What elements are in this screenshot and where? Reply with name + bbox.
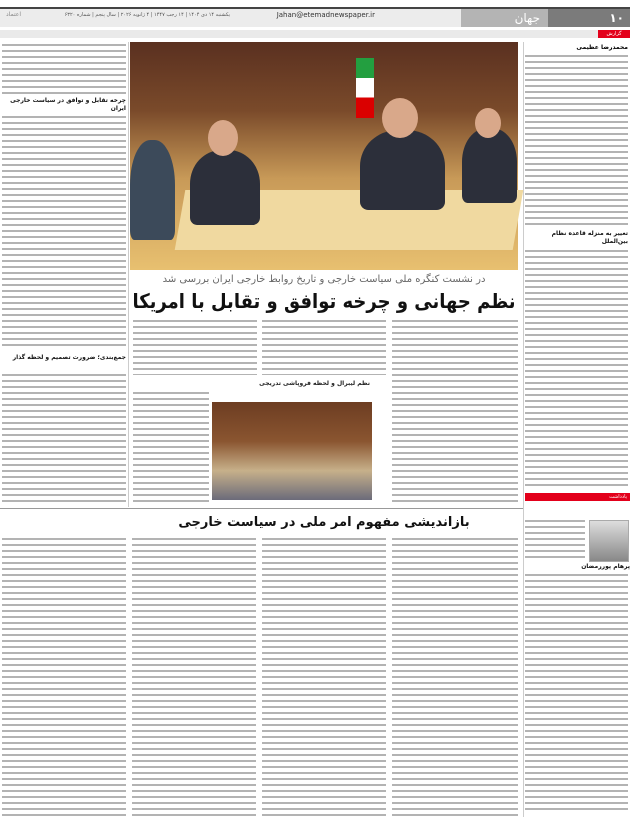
section-title: جهان [461,9,548,27]
body-text [2,116,126,348]
kicker: در نشست کنگره ملی سیاست خارجی و تاریخ روابط خارجی ایران بررسی شد [162,274,486,285]
body-text [392,538,518,816]
opinion-headline: بازاندیشی مفهوم امر ملی در سیاست خارجی [178,515,470,530]
person [208,120,238,156]
body-text [2,374,126,504]
subhead: تغییر به منزله قاعده نظام بین‌الملل [525,230,628,246]
person [462,128,517,203]
body-text [2,44,126,94]
body-text [262,320,386,375]
report-tag: گزارش [598,30,630,38]
body-text [525,55,628,225]
body-text [2,538,126,816]
column-rule [128,42,129,507]
body-text [392,320,518,505]
tag-bar [0,30,630,38]
person [360,130,445,210]
body-text [525,520,585,562]
page-number: ۱۰ [548,9,630,27]
section-email[interactable]: Jahan@etemadnewspaper.ir [276,11,375,19]
subhead: جمع‌بندی؛ ضرورت تصمیم و لحظه گذار [2,354,126,362]
body-text [262,538,386,816]
subhead: چرخه تقابل و توافق در سیاست خارجی ایران [2,97,126,113]
body-text [525,250,628,490]
issue-date: یکشنبه ۱۴ دی ۱۴۰۴ | ۱۴ رجب ۱۴۴۷ | ۴ ژانویه ۲۰۲۶ | سال پنجم | شماره ۶۳۲۰ [64,12,230,18]
conference-hall-photo [212,402,372,500]
author-photo [589,520,629,562]
newspaper-logo: اعتماد [6,11,22,18]
column-rule [523,42,524,817]
main-headline: نظم جهانی و چرخه توافق و تقابل با امریکا [132,289,516,313]
author-name: پرهام پوررمضان [581,563,630,570]
body-text [133,392,209,505]
person [130,140,175,240]
opinion-tag: یادداشت [525,493,630,501]
body-text [133,320,257,375]
subhead: نظم لیبرال و لحظه فروپاشی تدریجی [259,380,370,387]
person [475,108,501,138]
person [382,98,418,138]
body-text [525,574,628,814]
reporter-name: محمدرضا عظیمی [576,44,628,51]
body-text [132,538,256,816]
person [190,150,260,225]
iran-flag [356,58,374,118]
divider [0,508,523,509]
